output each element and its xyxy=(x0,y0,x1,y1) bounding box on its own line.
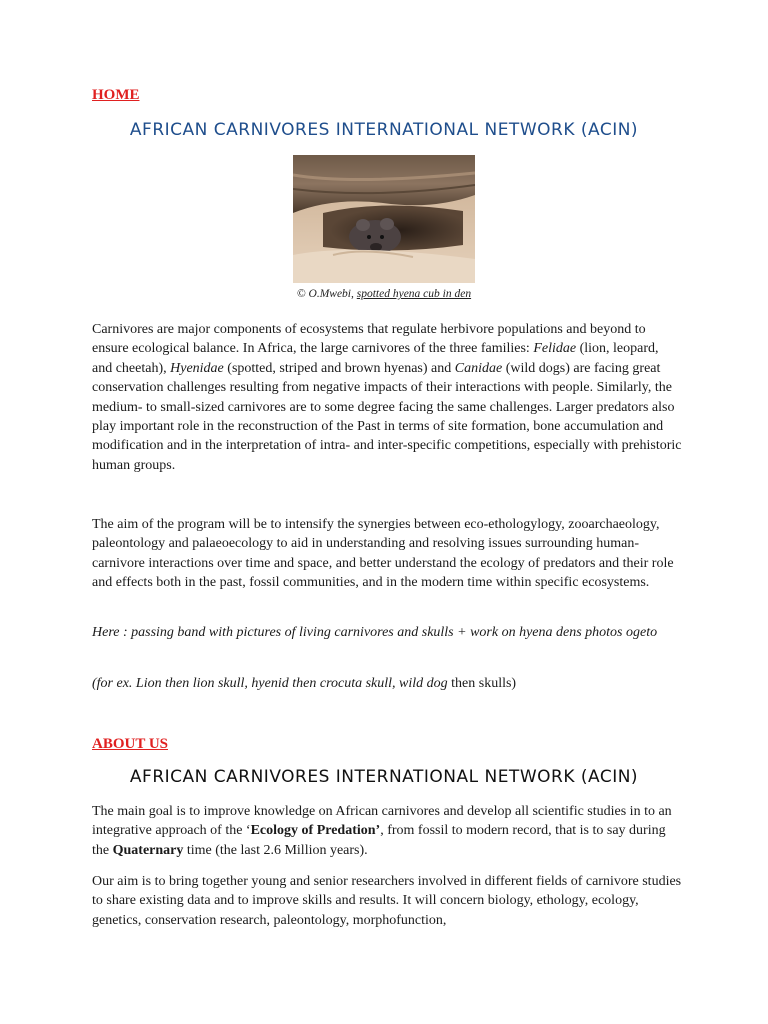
photo-caption-link[interactable]: spotted hyena cub in den xyxy=(356,288,472,300)
hyena-cub-in-den-image xyxy=(293,155,475,283)
home-title: AFRICAN CARNIVORES INTERNATIONAL NETWORK (ACIN) xyxy=(129,120,639,140)
photo-credit: © O.Mwebi, xyxy=(296,288,357,300)
about-us-link[interactable]: ABOUT US xyxy=(92,736,168,752)
felidae-term: Felidae xyxy=(533,341,577,357)
editor-note-1-text: Here : passing band with pictures of living carnivores and skulls + work on hyena dens photos ogeto xyxy=(92,625,658,640)
our-aim-paragraph: Our aim is to bring together young and senior researchers involved in different fields of carnivore studies to share existing data and to improve skills and results. It will concern biology, ethology, ecology, genetics, conservation research, paleontology, morphofunction, xyxy=(92,874,682,928)
main-goal-paragraph xyxy=(92,802,682,860)
goal-text-1: The main goal is to improve knowledge on African carnivores and develop all scientific studies in to an integrative approach of the ‘ xyxy=(92,804,672,839)
intro-paragraph xyxy=(92,320,682,475)
home-link[interactable]: HOME xyxy=(92,87,140,103)
editor-note-1 xyxy=(92,623,682,642)
about-title: AFRICAN CARNIVORES INTERNATIONAL NETWORK (ACIN) xyxy=(129,767,639,787)
canidae-term: Canidae xyxy=(454,360,503,376)
hyenidae-term: Hyenidae xyxy=(170,360,224,376)
photo-caption xyxy=(0,288,768,300)
goal-text-3: time (the last 2.6 Million years). xyxy=(183,842,368,858)
intro-text-4: (wild dogs) are facing great conservation challenges resulting from negative impacts of their interactions with people. Similarly, the medium- to small-sized carnivores are to some degree facing the same challenges. Larger predators also play important role in the reconstruction of the Past in terms of site formation, bone accumulation and modification and in the interpretation of intra- and inter-specific competitions, especially with prehistoric human groups. xyxy=(92,360,682,473)
goal-text-2: , from fossil to modern record, that is to say during the xyxy=(92,823,666,858)
ecology-of-predation-term: Ecology of Predation’ xyxy=(250,823,381,839)
editor-note-2-rest: then skulls) xyxy=(447,676,517,691)
intro-text-3: (spotted, striped and brown hyenas) and xyxy=(223,360,455,376)
editor-note-2-italic: (for ex. Lion then lion skull, hyenid then crocuta skull, wild dog xyxy=(92,676,448,691)
hyena-cub-photo xyxy=(293,155,475,283)
quaternary-term: Quaternary xyxy=(112,842,184,858)
intro-text-1: Carnivores are major components of ecosystems that regulate herbivore populations and beyond to ensure ecological balance. In Africa, the large carnivores of the three families: xyxy=(92,322,646,357)
editor-note-2 xyxy=(92,674,682,693)
program-aim-paragraph: The aim of the program will be to intensify the synergies between eco-ethologylogy, zooarchaeology, paleontology and palaeoecology to aid in understanding and resolving issues surrounding human-carnivore interactions over time and space, and better understand the ecology of predators and their role and effects both in the past, fossil communities, and in the modern time within specific ecosystems. xyxy=(92,517,674,591)
intro-text-2: (lion, leopard, and cheetah), xyxy=(92,341,659,376)
